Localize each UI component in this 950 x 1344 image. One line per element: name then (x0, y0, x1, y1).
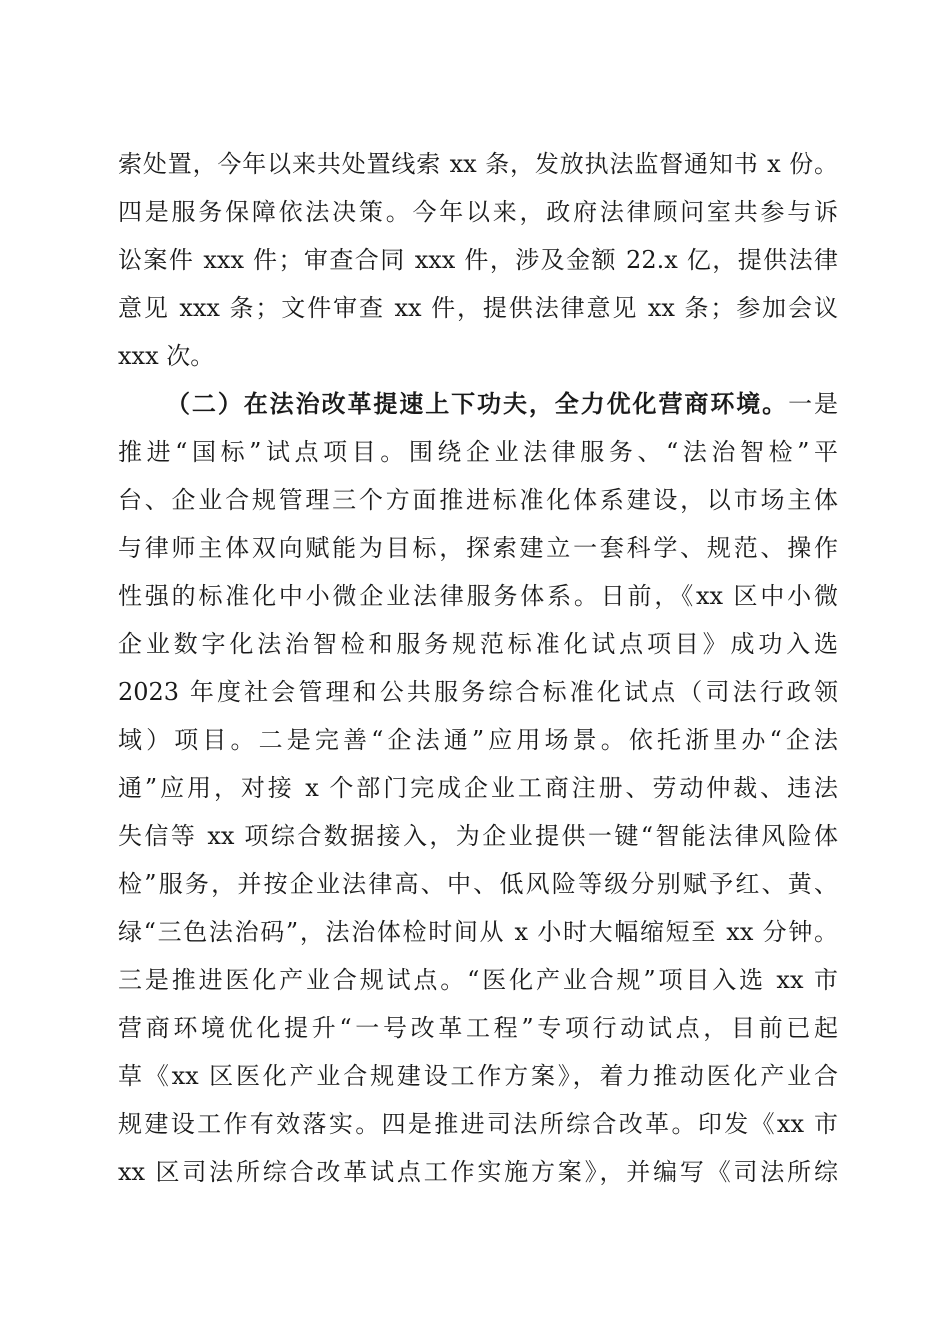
line-text: 一是 (788, 390, 838, 418)
line-text: 四是服务保障依法决策。今年以来，政府法律顾问室共参与诉 (118, 198, 838, 226)
text-line (118, 284, 838, 332)
text-line (118, 668, 838, 716)
line-text: 意见 xxx 条；文件审查 xx 件，提供法律意见 xx 条；参加会议 (118, 294, 838, 322)
text-line (118, 572, 838, 620)
section-heading: （二）在法治改革提速上下功夫，全力优化营商环境。 (166, 389, 789, 418)
line-text: 三是推进医化产业合规试点。“医化产业合规”项目入选 xx 市 (118, 966, 838, 994)
text-line (118, 860, 838, 908)
body-text (118, 140, 838, 1196)
text-line (118, 1100, 838, 1148)
text-line (118, 236, 838, 284)
text-line (118, 1148, 838, 1196)
text-line (118, 428, 838, 476)
line-text: 营商环境优化提升“一号改革工程”专项行动试点，目前已起 (118, 1014, 838, 1042)
text-line (118, 956, 838, 1004)
text-line (118, 908, 838, 956)
line-text: 性强的标准化中小微企业法律服务体系。日前，《xx 区中小微 (118, 582, 838, 610)
text-line (118, 332, 838, 380)
text-line (118, 476, 838, 524)
line-text: xxx 次。 (118, 342, 215, 370)
line-text: 推进“国标”试点项目。围绕企业法律服务、“法治智检”平 (118, 438, 838, 466)
line-text: 通”应用，对接 x 个部门完成企业工商注册、劳动仲裁、违法 (118, 774, 838, 802)
line-text: 检”服务，并按企业法律高、中、低风险等级分别赋予红、黄、 (118, 870, 838, 898)
text-line (118, 380, 838, 428)
line-text: 绿“三色法治码”，法治体检时间从 x 小时大幅缩短至 xx 分钟。 (118, 918, 838, 946)
line-text: 企业数字化法治智检和服务规范标准化试点项目》成功入选 (118, 630, 838, 658)
text-line (118, 1004, 838, 1052)
text-line (118, 764, 838, 812)
line-text: 草《xx 区医化产业合规建设工作方案》，着力推动医化产业合 (118, 1062, 838, 1090)
text-line (118, 716, 838, 764)
line-text: xx 区司法所综合改革试点工作实施方案》，并编写《司法所综 (118, 1158, 838, 1186)
text-line (118, 812, 838, 860)
text-line (118, 1052, 838, 1100)
line-text: 失信等 xx 项综合数据接入，为企业提供一键“智能法律风险体 (118, 822, 838, 850)
text-line (118, 620, 838, 668)
line-text: 索处置，今年以来共处置线索 xx 条，发放执法监督通知书 x 份。 (118, 150, 838, 178)
text-line (118, 188, 838, 236)
text-line (118, 524, 838, 572)
text-line (118, 140, 838, 188)
line-text: 台、企业合规管理三个方面推进标准化体系建设，以市场主体 (118, 486, 838, 514)
line-text: 规建设工作有效落实。四是推进司法所综合改革。印发《xx 市 (118, 1110, 838, 1138)
line-text: 讼案件 xxx 件；审查合同 xxx 件，涉及金额 22.x 亿，提供法律 (118, 246, 838, 274)
line-text: 与律师主体双向赋能为目标，探索建立一套科学、规范、操作 (118, 534, 838, 562)
line-text: 域）项目。二是完善“企法通”应用场景。依托浙里办“企法 (118, 726, 838, 754)
line-text: 2023 年度社会管理和公共服务综合标准化试点（司法行政领 (118, 678, 838, 706)
